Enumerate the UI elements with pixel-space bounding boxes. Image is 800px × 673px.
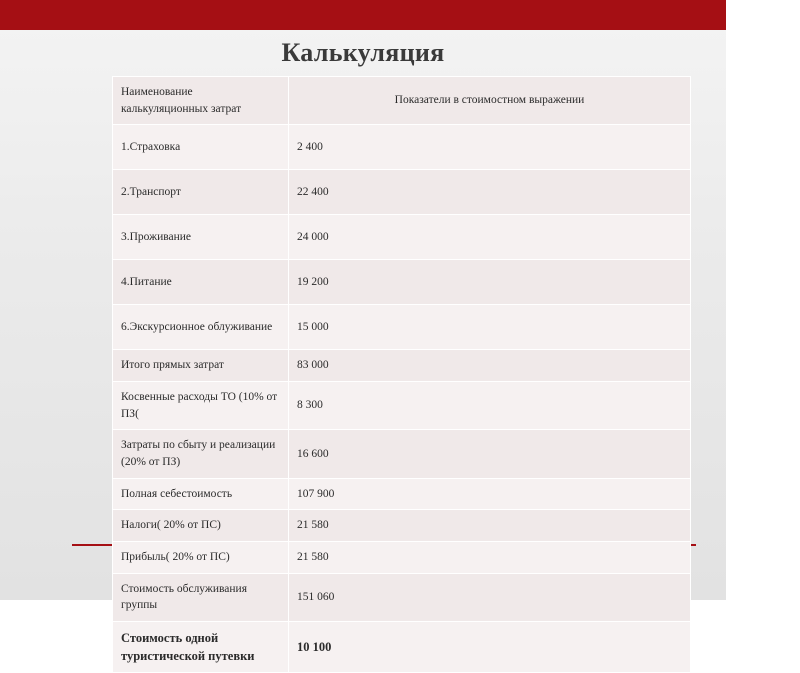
table-body bbox=[113, 77, 691, 673]
row-label: 4.Питание bbox=[113, 260, 289, 305]
table-row bbox=[113, 510, 691, 542]
table-header-row bbox=[113, 77, 691, 125]
header-cell-value: Показатели в стоимостном выражении bbox=[289, 77, 691, 125]
table-row bbox=[113, 305, 691, 350]
table-row bbox=[113, 215, 691, 260]
table-row bbox=[113, 260, 691, 305]
row-label: 1.Страховка bbox=[113, 125, 289, 170]
row-value: 19 200 bbox=[289, 260, 691, 305]
row-value: 15 000 bbox=[289, 305, 691, 350]
row-label: Налоги( 20% от ПС) bbox=[113, 510, 289, 542]
row-label: 6.Экскурсионное облуживание bbox=[113, 305, 289, 350]
row-label: Затраты по сбыту и реализации (20% от ПЗ) bbox=[113, 430, 289, 478]
table-row bbox=[113, 350, 691, 382]
right-white-strip bbox=[726, 0, 800, 600]
row-label: Прибыль( 20% от ПС) bbox=[113, 542, 289, 574]
row-label: Полная себестоимость bbox=[113, 478, 289, 510]
table-row bbox=[113, 478, 691, 510]
row-value: 8 300 bbox=[289, 382, 691, 430]
row-label: Стоимость обслуживания группы bbox=[113, 573, 289, 621]
row-value: 24 000 bbox=[289, 215, 691, 260]
page-title: Калькуляция bbox=[281, 38, 445, 67]
row-label: Стоимость одной туристической путевки bbox=[113, 622, 289, 673]
header-cell-name: Наименование калькуляционных затрат bbox=[113, 77, 289, 125]
table-row bbox=[113, 170, 691, 215]
calculation-table-container bbox=[112, 76, 690, 673]
table-row bbox=[113, 382, 691, 430]
calculation-table bbox=[112, 76, 691, 673]
row-label: 2.Транспорт bbox=[113, 170, 289, 215]
row-value: 21 580 bbox=[289, 510, 691, 542]
row-value: 2 400 bbox=[289, 125, 691, 170]
row-value: 107 900 bbox=[289, 478, 691, 510]
row-value: 10 100 bbox=[289, 622, 691, 673]
row-label: Косвенные расходы ТО (10% от ПЗ( bbox=[113, 382, 289, 430]
row-value: 16 600 bbox=[289, 430, 691, 478]
table-row-total bbox=[113, 622, 691, 673]
row-value: 151 060 bbox=[289, 573, 691, 621]
row-value: 83 000 bbox=[289, 350, 691, 382]
row-value: 21 580 bbox=[289, 542, 691, 574]
row-label: 3.Проживание bbox=[113, 215, 289, 260]
table-row bbox=[113, 125, 691, 170]
row-label: Итого прямых затрат bbox=[113, 350, 289, 382]
table-row bbox=[113, 542, 691, 574]
table-row bbox=[113, 573, 691, 621]
table-row bbox=[113, 430, 691, 478]
top-banner bbox=[0, 0, 726, 30]
row-value: 22 400 bbox=[289, 170, 691, 215]
